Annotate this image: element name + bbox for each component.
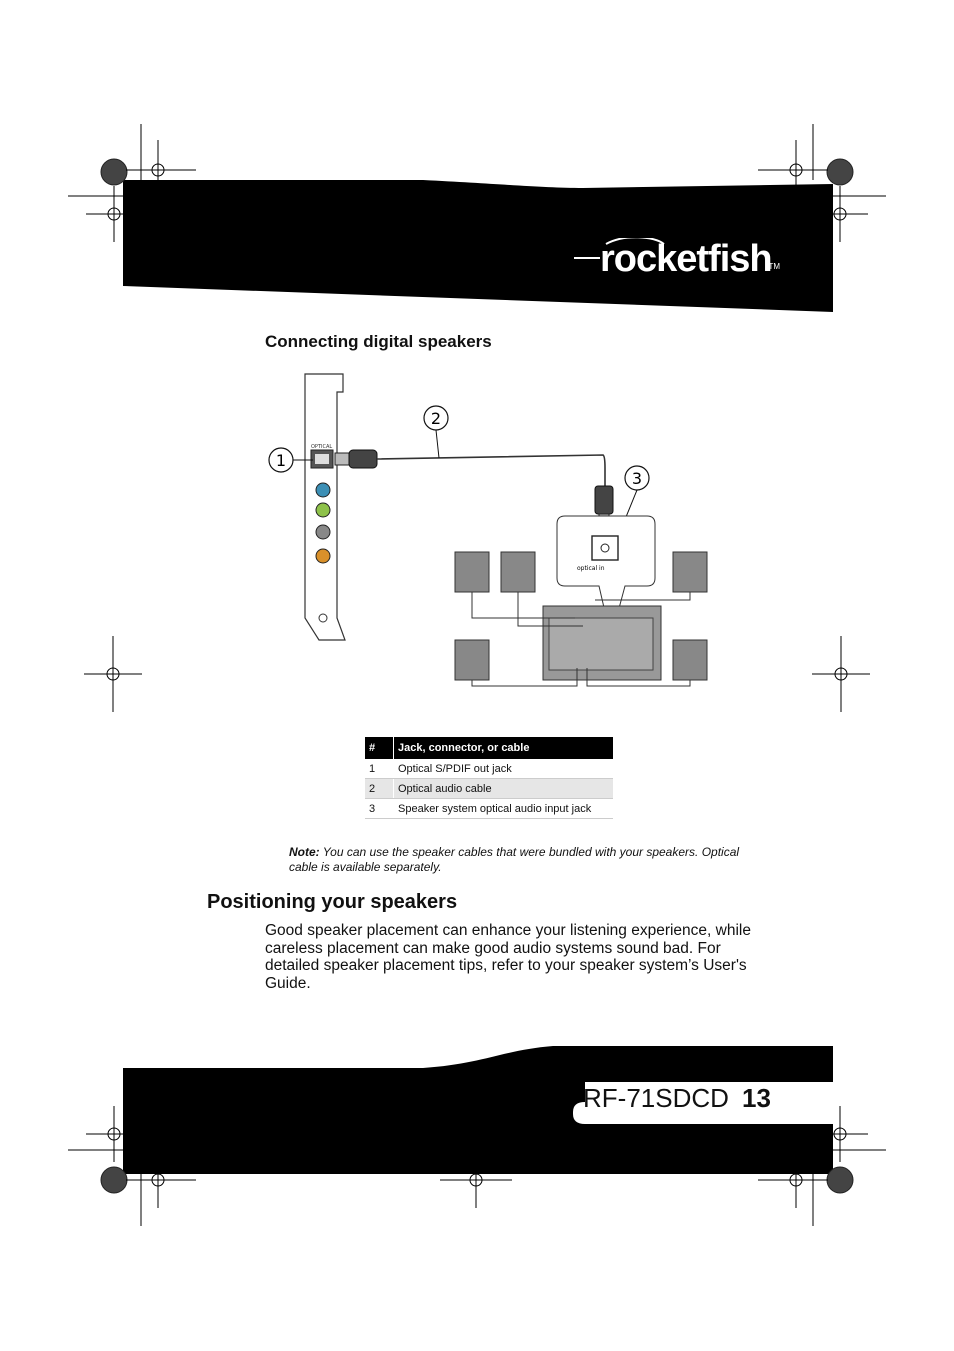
speaker-rear-left: [455, 640, 489, 680]
connection-diagram: [265, 368, 725, 698]
optical-in-label: optical in: [577, 565, 605, 572]
sound-card-bracket: [305, 374, 345, 640]
optical-cable: [377, 455, 605, 486]
subwoofer: [543, 606, 661, 680]
table-row: 3 Speaker system optical audio input jack: [365, 799, 613, 819]
note-text: You can use the speaker cables that were bundled with your speakers. Optical cable is available separately.: [289, 845, 740, 874]
speaker-front-left: [455, 552, 489, 592]
page-number: 13: [742, 1083, 771, 1113]
table-header-description: Jack, connector, or cable: [394, 737, 614, 759]
svg-text:1: 1: [275, 451, 287, 470]
svg-text:3: 3: [631, 469, 643, 488]
positioning-heading: Positioning your speakers: [207, 891, 458, 913]
note: [289, 845, 769, 875]
legend-table: [365, 737, 613, 819]
callout-2: [424, 406, 448, 458]
card-port-label: OPTICAL: [311, 444, 333, 450]
note-label: Note:: [289, 845, 320, 859]
positioning-body: Good speaker placement can enhance your listening experience, while careless placement can make good audio systems sound bad. For detailed speaker placement tips, refer to your speaker system’s User's Guide.: [265, 922, 751, 992]
optical-plug-card: [335, 450, 377, 468]
speaker-front-right: [673, 552, 707, 592]
speaker-rear-right: [673, 640, 707, 680]
rocketfish-logo: [574, 238, 784, 278]
table-row: 1 Optical S/PDIF out jack: [365, 759, 613, 779]
svg-text:2: 2: [430, 409, 442, 428]
table-header-number: #: [365, 737, 394, 759]
model-number: RF-71SDCD: [583, 1083, 729, 1113]
table-row: 2 Optical audio cable: [365, 779, 613, 799]
logo-trademark: TM: [768, 262, 780, 271]
section-heading: Connecting digital speakers: [265, 332, 492, 351]
logo-text: rocketfish: [600, 238, 772, 280]
speaker-center: [501, 552, 535, 592]
